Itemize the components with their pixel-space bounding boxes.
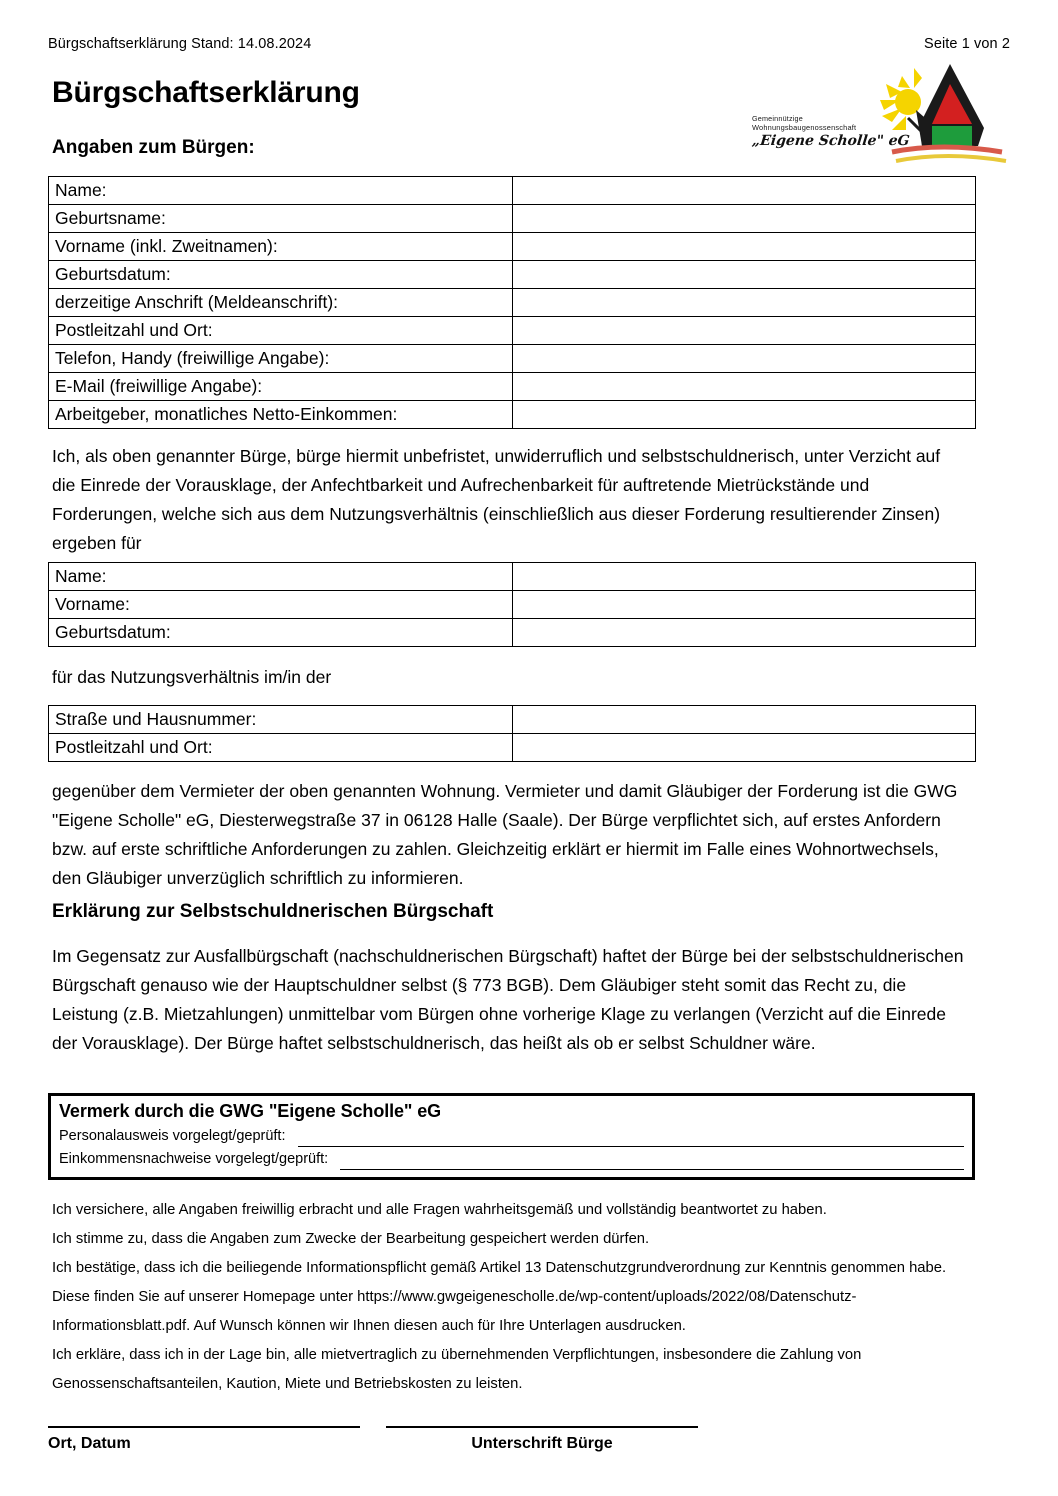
field-label: Straße und Hausnummer: [49, 706, 513, 734]
field-input-geburtsdatum[interactable] [513, 261, 976, 289]
paragraph-vermieter-info: gegenüber dem Vermieter der oben genannten Wohnung. Vermieter und damit Gläubiger der Forderung ist die GWG "Eigene Scholle" eG, Diesterwegstraße 37 in 06128 Halle (Saale). Der Bürge verpflichtet sich, auf erstes Anfordern bzw. auf erste schriftliche Anforderungen zu zahlen. Gleichzeitig erklärt er hiermit im Falle eines Wohnortwechsels, den Gläubiger unverzüglich schriftlich zu informieren. [52, 781, 958, 888]
table-row [49, 233, 976, 261]
table-row [49, 261, 976, 289]
field-label: Telefon, Handy (freiwillige Angabe): [49, 345, 513, 373]
table-row [49, 205, 976, 233]
field-input-strasse[interactable] [513, 706, 976, 734]
signature-ort-datum[interactable] [48, 1426, 360, 1453]
vermerk-label-personalausweis: Personalausweis vorgelegt/geprüft: [59, 1128, 286, 1144]
page-title: Bürgschaftserklärung [52, 76, 360, 109]
logo-wordmark [751, 114, 911, 151]
table-row [49, 177, 976, 205]
field-label: E-Mail (freiwillige Angabe): [49, 373, 513, 401]
table-row [49, 619, 976, 647]
vermerk-label-einkommen: Einkommensnachweise vorgelegt/geprüft: [59, 1151, 329, 1167]
consent-line-4: Ich erkläre, dass ich in der Lage bin, alle mietvertraglich zu übernehmenden Verpflichtungen, insbesondere die Zahlung von Genossenschaftsanteilen, Kaution, Miete und Betriebskosten zu leisten. [52, 1347, 862, 1392]
signature-buerge[interactable] [386, 1426, 698, 1453]
field-label: Geburtsname: [49, 205, 513, 233]
consent-line-3: Ich bestätige, dass ich die beiliegende Informationspflicht gemäß Artikel 13 Datenschutzgrundverordnung zur Kenntnis genommen habe. Diese finden Sie auf unserer Homepage unter https://www.gwgeigenescholle.de/wp-content/uploads/2022/08/Datenschutz-Informationsblatt.pdf. Auf Wunsch können wir Ihnen diesen auch für Ihre Unterlagen ausdrucken. [52, 1260, 947, 1334]
vermerk-title: Vermerk durch die GWG "Eigene Scholle" eG [59, 1101, 442, 1121]
field-input-vorname[interactable] [513, 233, 976, 261]
logo-line-3: „Eigene Scholle" eG [751, 133, 911, 150]
field-input-geburtsname[interactable] [513, 205, 976, 233]
table-row [49, 563, 976, 591]
paragraph-nutzungsverhaeltnis: für das Nutzungsverhältnis im/in der [52, 667, 332, 687]
logo-line-1: Gemeinnützige [752, 114, 803, 123]
running-header [48, 36, 1010, 52]
field-input-telefon[interactable] [513, 345, 976, 373]
vermerk-row-einkommen [59, 1148, 964, 1170]
consent-line-1: Ich versichere, alle Angaben freiwillig erbracht und alle Fragen wahrheitsgemäß und vollständig beantwortet zu haben. [52, 1202, 827, 1218]
signature-block [48, 1426, 748, 1453]
field-label: Postleitzahl und Ort: [49, 734, 513, 762]
table-row [49, 706, 976, 734]
field-label: derzeitige Anschrift (Meldeanschrift): [49, 289, 513, 317]
running-title: Bürgschaftserklärung Stand: 14.08.2024 [48, 36, 312, 52]
field-label: Arbeitgeber, monatliches Netto-Einkommen: [49, 401, 513, 429]
consent-block [52, 1196, 967, 1399]
table-buerge-details [48, 176, 976, 429]
signature-caption-unterschrift: Unterschrift Bürge [471, 1435, 613, 1452]
field-label: Postleitzahl und Ort: [49, 317, 513, 345]
field-label: Geburtsdatum: [49, 619, 513, 647]
field-input-wohnung-plz-ort[interactable] [513, 734, 976, 762]
page-indicator: Seite 1 von 2 [924, 36, 1010, 52]
company-logo [752, 62, 1012, 167]
field-input-mieter-name[interactable] [513, 563, 976, 591]
table-row [49, 317, 976, 345]
table-row [49, 591, 976, 619]
field-label: Name: [49, 177, 513, 205]
field-input-arbeitgeber[interactable] [513, 401, 976, 429]
consent-line-2: Ich stimme zu, dass die Angaben zum Zwecke der Bearbeitung gespeichert werden dürfen. [52, 1231, 650, 1247]
table-row [49, 345, 976, 373]
field-input-mieter-vorname[interactable] [513, 591, 976, 619]
table-hauptschuldner-details [48, 562, 976, 647]
paragraph-buergschaft-text: Ich, als oben genannter Bürge, bürge hiermit unbefristet, unwiderruflich und selbstschuldnerisch, unter Verzicht auf die Einrede der Vorausklage, der Anfechtbarkeit und Aufrechenbarkeit für auftretende Mietrückstände und Forderungen, welche sich aus dem Nutzungsverhältnis (einschließlich aus dieser Forderung resultierender Zinsen) ergeben für [52, 446, 941, 553]
vermerk-row-personalausweis [59, 1125, 964, 1147]
vermerk-input-einkommen[interactable] [340, 1155, 964, 1170]
table-row [49, 734, 976, 762]
field-input-anschrift[interactable] [513, 289, 976, 317]
vermerk-input-personalausweis[interactable] [298, 1132, 965, 1147]
field-label: Name: [49, 563, 513, 591]
field-label: Vorname (inkl. Zweitnamen): [49, 233, 513, 261]
field-label: Geburtsdatum: [49, 261, 513, 289]
field-input-mieter-geburtsdatum[interactable] [513, 619, 976, 647]
field-input-plz-ort[interactable] [513, 317, 976, 345]
paragraph-selbstschuldnerisch: Im Gegensatz zur Ausfallbürgschaft (nachschuldnerischen Bürgschaft) haftet der Bürge bei der selbstschuldnerischen Bürgschaft genauso wie der Hauptschuldner selbst (§ 773 BGB). Dem Gläubiger steht somit das Recht zu, die Leistung (z.B. Mietzahlungen) unmittelbar vom Bürgen ohne vorherige Klage zu verlangen (Verzicht auf die Einrede der Vorausklage). Der Bürge haftet selbstschuldnerisch, das heißt als ob er selbst Schuldner wäre. [52, 946, 964, 1053]
field-label: Vorname: [49, 591, 513, 619]
table-row [49, 401, 976, 429]
section-heading-erklaerung: Erklärung zur Selbstschuldnerischen Bürgschaft [52, 901, 494, 922]
field-input-email[interactable] [513, 373, 976, 401]
vermerk-box [48, 1093, 975, 1180]
table-wohnung-details [48, 705, 976, 762]
table-row [49, 373, 976, 401]
table-row [49, 289, 976, 317]
house-sun-icon [872, 58, 1012, 166]
signature-caption-ort: Ort, Datum [48, 1435, 131, 1452]
logo-line-2: Wohnungsbaugenossenschaft [752, 123, 857, 132]
section-heading-buergen: Angaben zum Bürgen: [52, 137, 255, 158]
field-input-name[interactable] [513, 177, 976, 205]
